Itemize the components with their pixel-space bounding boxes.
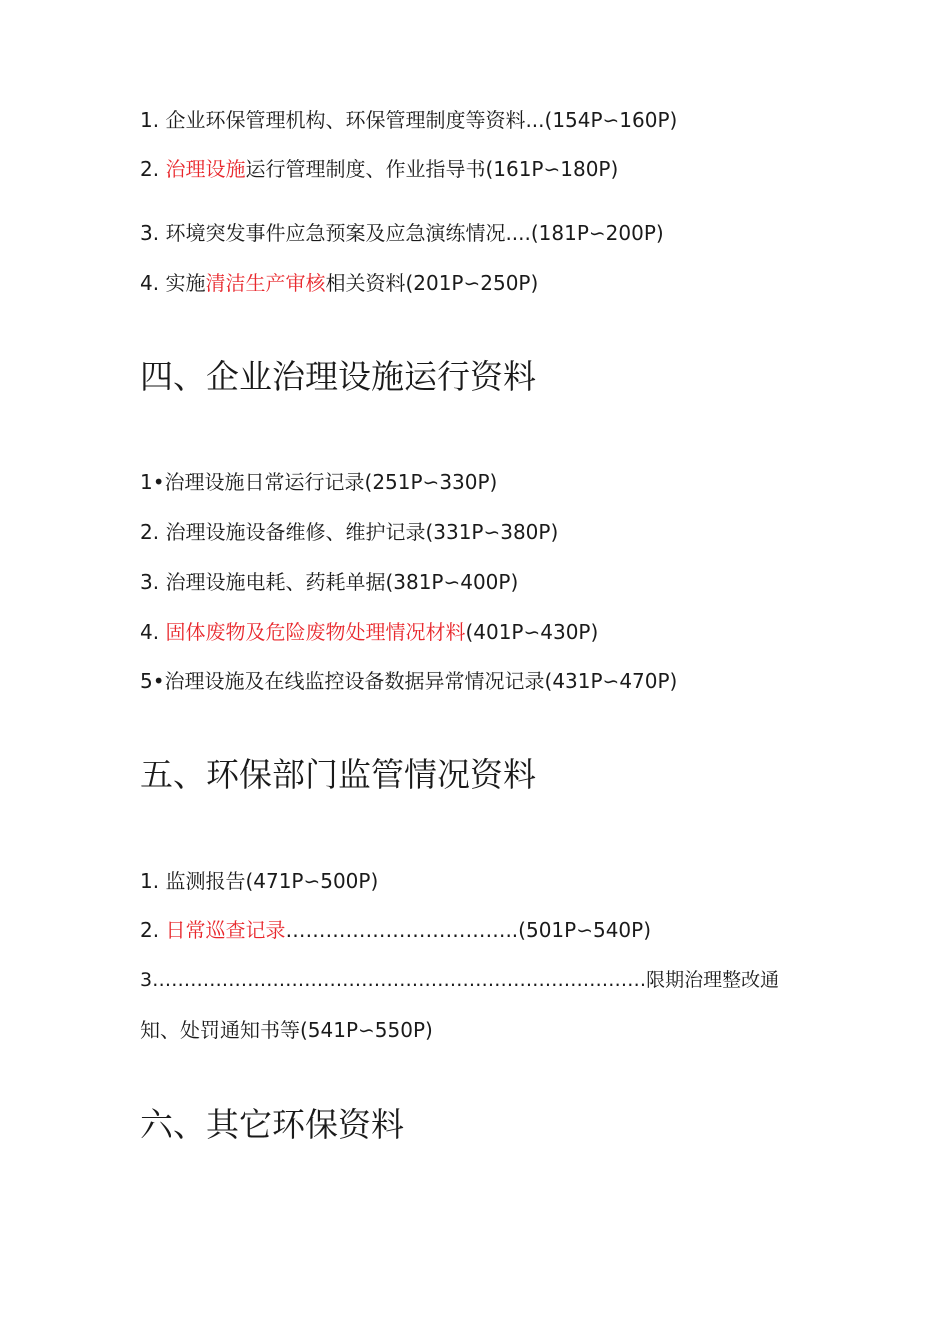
list-item-continuation bbox=[140, 1017, 433, 1043]
list-item bbox=[140, 619, 598, 645]
list-item bbox=[140, 917, 651, 943]
highlighted-text: 固体废物及危险废物处理情况材料 bbox=[165, 620, 466, 644]
highlighted-text: 日常巡查记录 bbox=[165, 918, 286, 942]
section-heading: 六、其它环保资料 bbox=[140, 1105, 404, 1144]
list-item-text: (401P∽430P) bbox=[465, 620, 599, 644]
list-item-text: ……………………………..(501P∽540P) bbox=[285, 918, 651, 942]
list-item bbox=[140, 569, 518, 595]
list-item bbox=[140, 156, 618, 182]
list-item bbox=[140, 519, 558, 545]
list-item bbox=[140, 868, 378, 894]
highlighted-text: 治理设施 bbox=[165, 157, 246, 181]
list-item bbox=[140, 107, 677, 133]
list-item-text: 3. 环境突发事件应急预案及应急演练情况....(181P∽200P) bbox=[140, 221, 664, 245]
list-item-text: 相关资料(201P∽250P) bbox=[325, 271, 539, 295]
highlighted-text: 清洁生产审核 bbox=[205, 271, 326, 295]
list-item bbox=[140, 967, 779, 993]
list-item-text: 知、处罚通知书等(541P∽550P) bbox=[140, 1018, 433, 1042]
list-item-number: 2. bbox=[140, 157, 166, 181]
list-item-number: 4. bbox=[140, 620, 166, 644]
section-heading: 五、环保部门监管情况资料 bbox=[140, 755, 536, 794]
list-item-text: 1. 监测报告(471P∽500P) bbox=[140, 869, 379, 893]
list-item-text: 1. 企业环保管理机构、环保管理制度等资料...(154P∽160P) bbox=[140, 108, 678, 132]
list-item bbox=[140, 668, 677, 694]
list-item-text: 4. 实施 bbox=[140, 271, 206, 295]
list-item-number: 2. bbox=[140, 918, 166, 942]
list-item-text: 5•治理设施及在线监控设备数据异常情况记录(431P∽470P) bbox=[140, 669, 678, 693]
section-heading: 四、企业治理设施运行资料 bbox=[140, 357, 536, 396]
list-item-text: 2. 治理设施设备维修、维护记录(331P∽380P) bbox=[140, 520, 559, 544]
list-item-text: 3. 治理设施电耗、药耗单据(381P∽400P) bbox=[140, 570, 519, 594]
list-item bbox=[140, 469, 497, 495]
list-item bbox=[140, 270, 538, 296]
list-item-text: 运行管理制度、作业指导书(161P∽180P) bbox=[245, 157, 619, 181]
list-item-text: 3……………………………………………………………………限期治理整改通 bbox=[140, 969, 780, 991]
list-item-text: 1•治理设施日常运行记录(251P∽330P) bbox=[140, 470, 498, 494]
list-item bbox=[140, 220, 664, 246]
